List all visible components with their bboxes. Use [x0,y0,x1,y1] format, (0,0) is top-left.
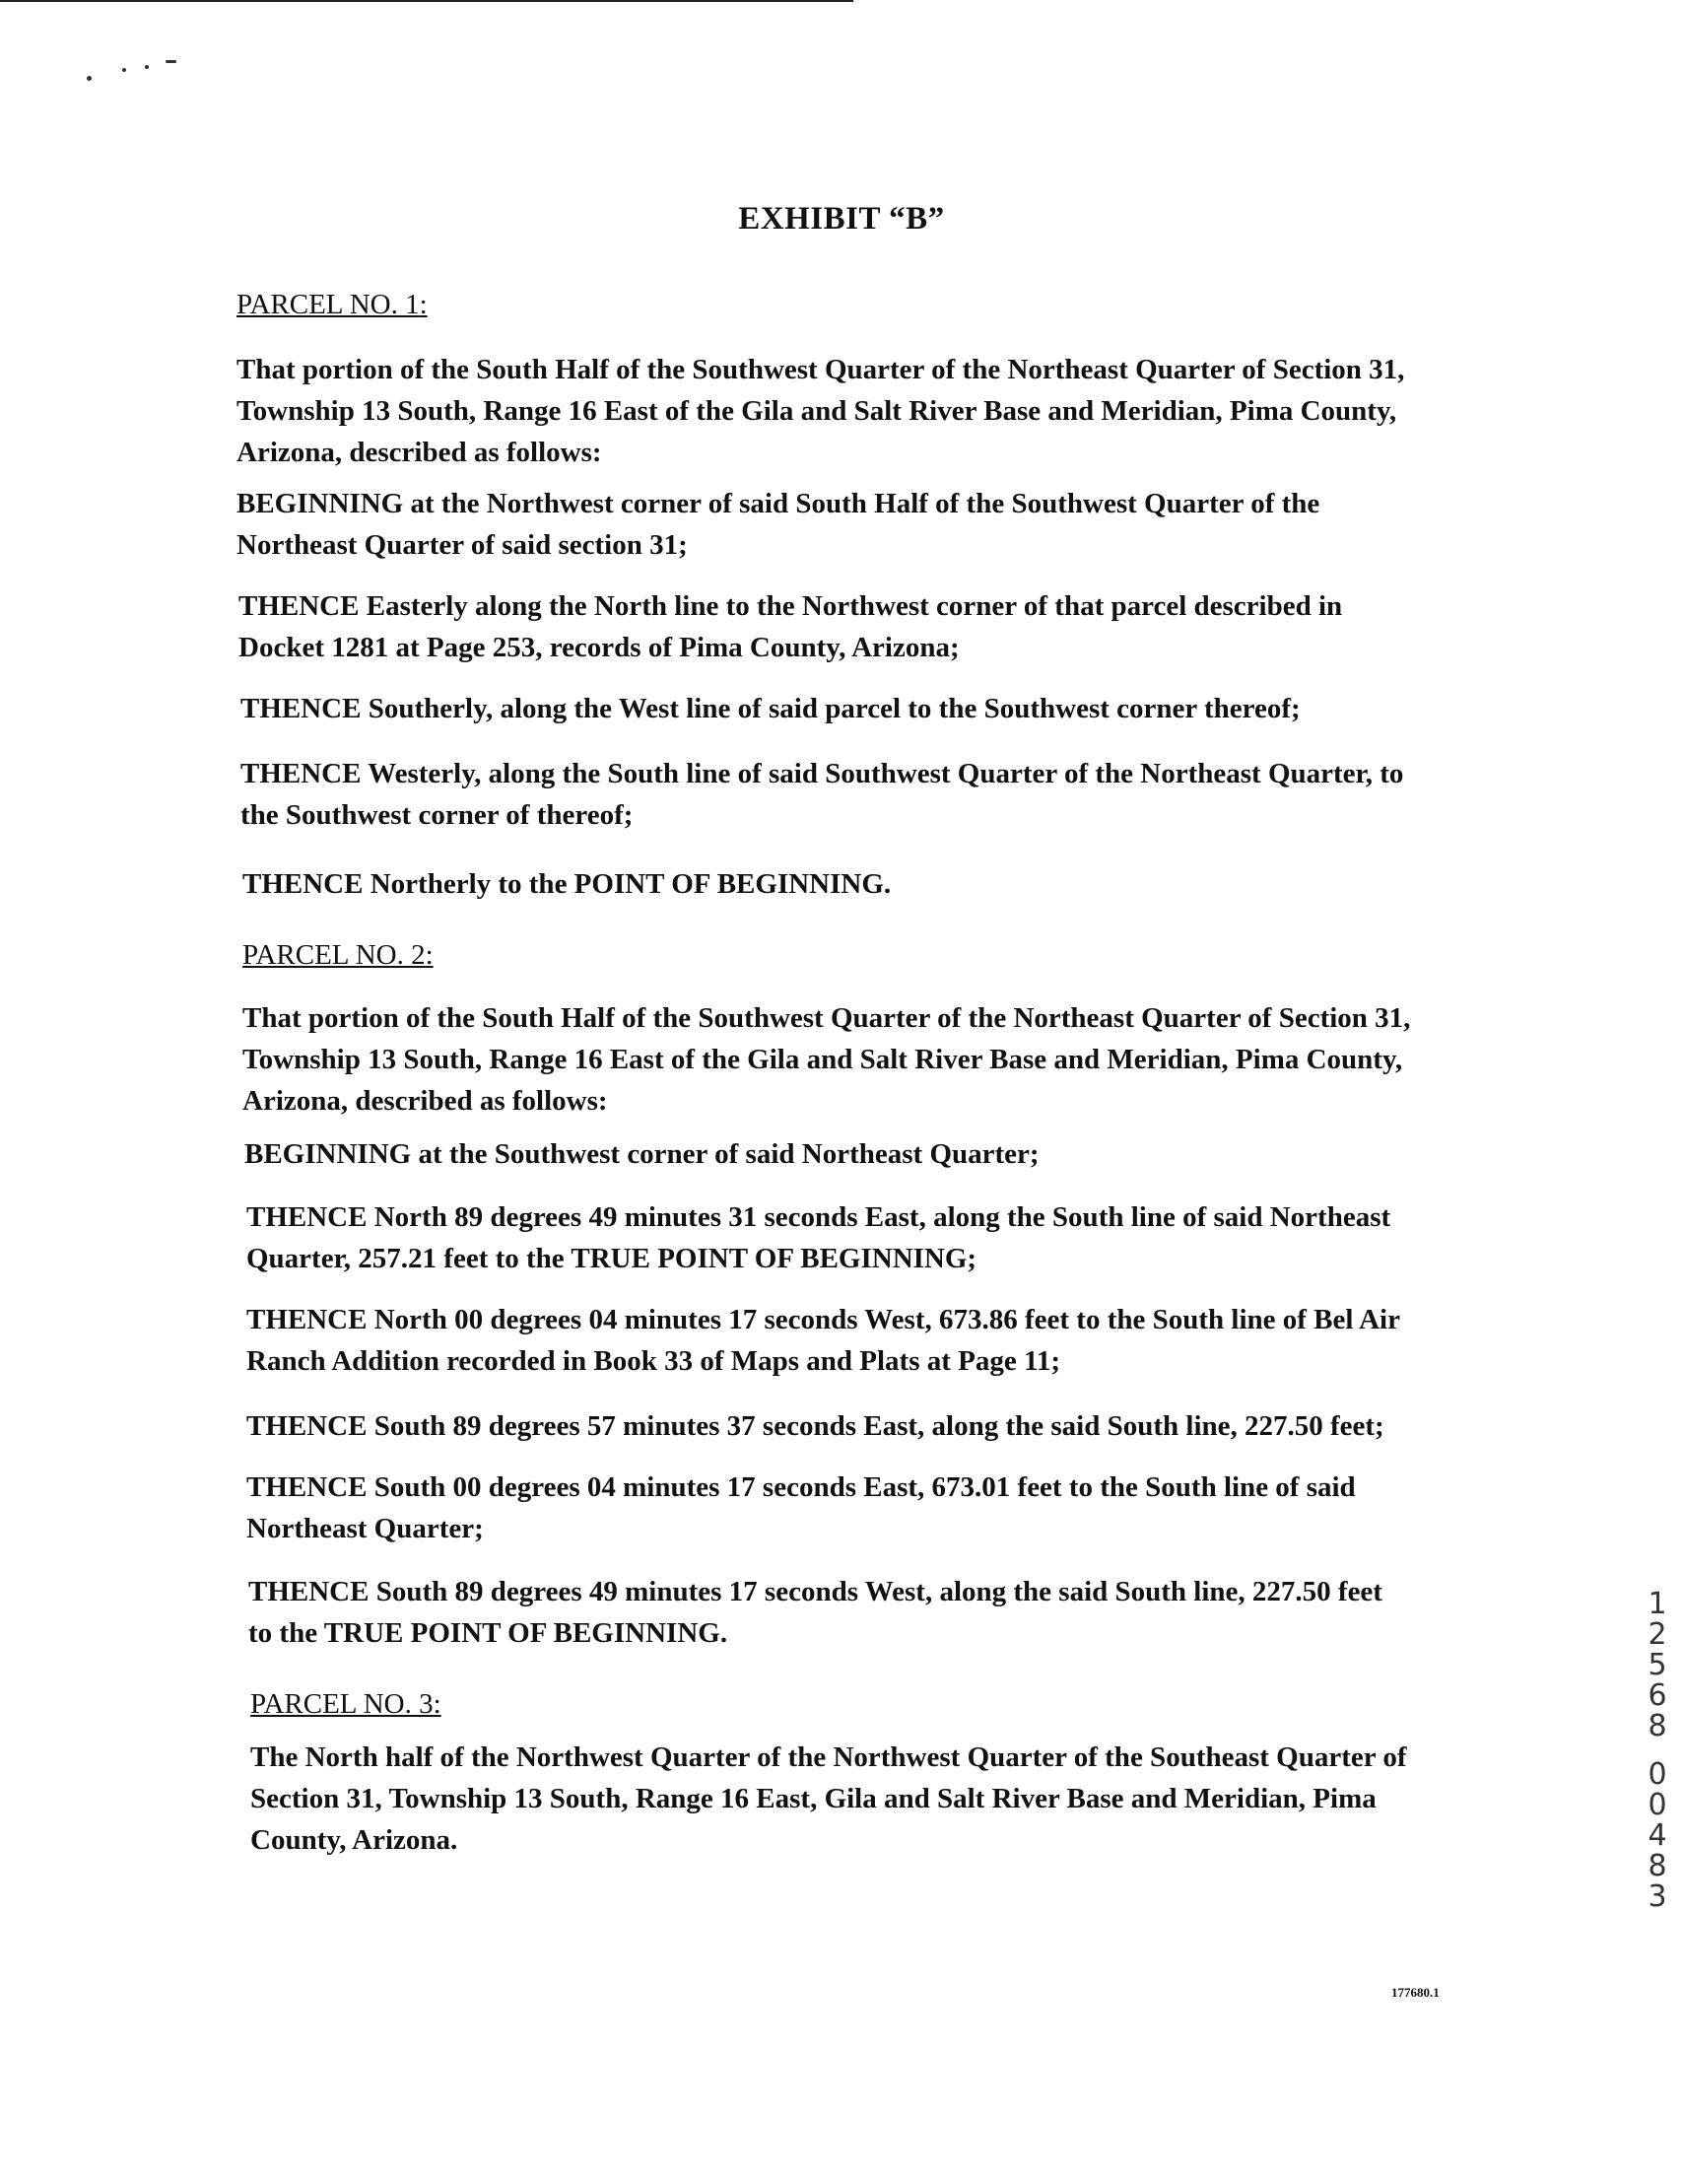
scan-speck [87,76,92,81]
text-line: Township 13 South, Range 16 East of the Gila and Salt River Base and Meridian, Pima County, [236,395,1397,427]
text-line: Docket 1281 at Page 253, records of Pima County, Arizona; [238,632,960,663]
paragraph [250,1737,1407,1861]
paragraph [242,863,891,905]
paragraph [240,688,1301,729]
parcel-heading-text: PARCEL NO. 1 [236,289,420,320]
paragraph [242,997,1410,1122]
paragraph [246,1299,1400,1382]
parcel-heading-text: PARCEL NO. 2 [242,939,426,971]
parcel-heading: PARCEL NO. 2: [242,939,434,971]
stamp-digit: 1 [1648,1587,1667,1621]
text-line: Arizona, described as follows: [236,437,602,468]
scan-speck [166,60,176,63]
text-line: THENCE South 89 degrees 49 minutes 17 seconds West, along the said South line, 227.50 feet [248,1576,1382,1607]
stamp-digit: 4 [1648,1818,1667,1853]
text-line: Section 31, Township 13 South, Range 16 East, Gila and Salt River Base and Meridian, Pima [250,1783,1377,1814]
paragraph [236,483,1319,566]
text-line: BEGINNING at the Southwest corner of said Northeast Quarter; [244,1138,1040,1170]
text-line: THENCE Westerly, along the South line of said Southwest Quarter of the Northeast Quarter, to [240,758,1404,789]
text-line: THENCE North 00 degrees 04 minutes 17 seconds West, 673.86 feet to the South line of Bel Air [246,1304,1400,1335]
text-line: County, Arizona. [250,1824,458,1856]
paragraph [246,1467,1356,1549]
paragraph [240,753,1403,836]
text-line: the Southwest corner of thereof; [240,799,634,831]
bates-stamp [1638,1589,1677,1912]
text-line: Ranch Addition recorded in Book 33 of Maps and Plats at Page 11; [246,1345,1061,1377]
text-line: THENCE South 89 degrees 57 minutes 37 seconds East, along the said South line, 227.50 feet; [246,1410,1384,1442]
paragraph [246,1405,1384,1447]
top-edge-rule [0,0,853,2]
text-line: THENCE South 00 degrees 04 minutes 17 seconds East, 673.01 feet to the South line of said [246,1471,1356,1503]
stamp-digit: 0 [1648,1757,1667,1792]
stamp-digit: 8 [1648,1709,1667,1743]
paragraph [248,1571,1382,1654]
stamp-digit: 8 [1648,1849,1667,1883]
stamp-digit: 3 [1648,1879,1667,1914]
scan-speck [145,65,149,69]
stamp-digit: 0 [1648,1788,1667,1822]
text-line: That portion of the South Half of the Southwest Quarter of the Northeast Quarter of Section 31, [236,354,1405,385]
stamp-digit: 2 [1648,1617,1667,1652]
parcel-heading-text: PARCEL NO. 3 [250,1688,434,1720]
exhibit-title: EXHIBIT “B” [738,201,945,237]
text-line: Arizona, described as follows: [242,1085,608,1117]
text-line: Northeast Quarter of said section 31; [236,529,688,561]
parcel-heading: PARCEL NO. 1: [236,289,428,320]
text-line: Northeast Quarter; [246,1513,484,1544]
text-line: to the TRUE POINT OF BEGINNING. [248,1617,728,1649]
stamp-digit: 5 [1648,1648,1667,1682]
parcel-heading: PARCEL NO. 3: [250,1688,441,1720]
scan-speck [122,68,126,72]
paragraph [246,1196,1390,1279]
text-line: THENCE North 89 degrees 49 minutes 31 seconds East, along the South line of said Northeast [246,1201,1391,1233]
text-line: Township 13 South, Range 16 East of the Gila and Salt River Base and Meridian, Pima County, [242,1044,1403,1075]
text-line: The North half of the Northwest Quarter of the Northwest Quarter of the Southeast Quarter of [250,1741,1407,1773]
paragraph [244,1133,1040,1175]
text-line: Quarter, 257.21 feet to the TRUE POINT OF BEGINNING; [246,1243,977,1274]
text-line: THENCE Southerly, along the West line of said parcel to the Southwest corner thereof; [240,693,1301,724]
paragraph [236,349,1404,473]
text-line: That portion of the South Half of the Southwest Quarter of the Northeast Quarter of Section 31, [242,1002,1411,1034]
paragraph [238,585,1342,668]
stamp-digit: 6 [1648,1678,1667,1713]
document-number: 177680.1 [1391,1985,1440,2000]
text-line: BEGINNING at the Northwest corner of said South Half of the Southwest Quarter of the [236,488,1320,519]
text-line: THENCE Northerly to the POINT OF BEGINNING. [242,868,892,900]
text-line: THENCE Easterly along the North line to the Northwest corner of that parcel described in [238,590,1343,622]
